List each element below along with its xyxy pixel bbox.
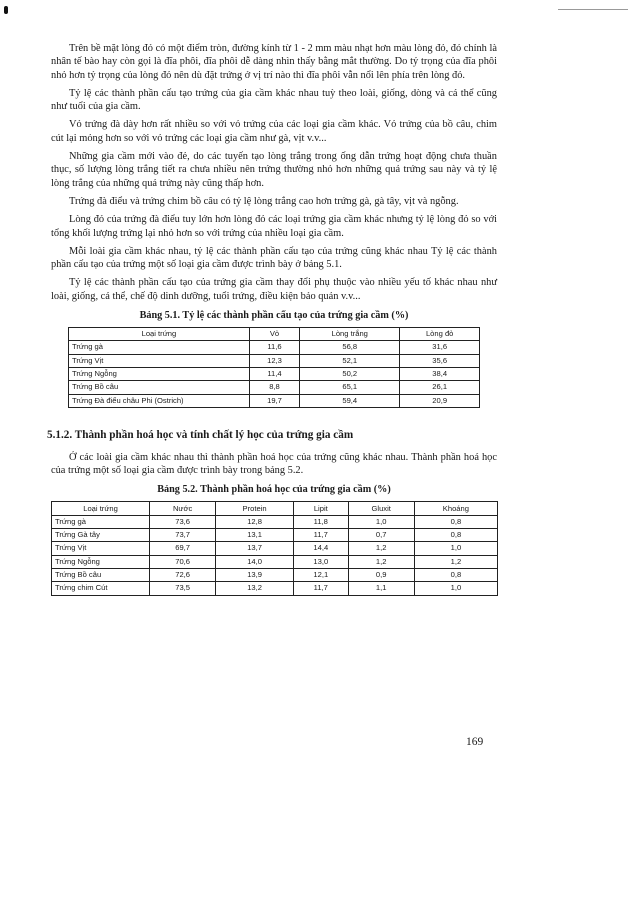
- table-cell: 0,8: [414, 568, 497, 581]
- table-cell: Trứng Vịt: [69, 354, 250, 367]
- paragraph: Lòng đỏ của trứng đà điểu tuy lớn hơn lòng đỏ các loại trứng gia cầm khác nhưng tỷ lệ lòng đỏ so với tổng khối lượng trứng lại nhỏ hơn so với trứng của nhiều loại gia cầm.: [51, 214, 497, 239]
- table-cell: 13,7: [216, 542, 294, 555]
- table-cell: 1,0: [414, 542, 497, 555]
- table-cell: 20,9: [400, 394, 480, 407]
- table-cell: 70,6: [150, 555, 216, 568]
- table-cell: Trứng Vịt: [52, 542, 150, 555]
- table-cell: 1,2: [348, 555, 414, 568]
- table-cell: 35,6: [400, 354, 480, 367]
- table-cell: 1,2: [414, 555, 497, 568]
- table-cell: 14,4: [294, 542, 349, 555]
- table-cell: 8,8: [249, 381, 299, 394]
- table-cell: 52,1: [300, 354, 400, 367]
- table-cell: 0,8: [414, 529, 497, 542]
- table-cell: 12,3: [249, 354, 299, 367]
- table-cell: 56,8: [300, 341, 400, 354]
- table-row: [69, 341, 480, 354]
- table-cell: 11,7: [294, 529, 349, 542]
- table-cell: 38,4: [400, 367, 480, 380]
- table1-caption: Bảng 5.1. Tỷ lệ các thành phần cấu tạo của trứng gia cầm (%): [139, 310, 409, 322]
- table-cell: Trứng Bồ câu: [52, 568, 150, 581]
- table-cell: Trứng gà: [69, 341, 250, 354]
- table-cell: Trứng gà: [52, 515, 150, 528]
- table-cell: 13,0: [294, 555, 349, 568]
- table-cell: 50,2: [300, 367, 400, 380]
- paragraph: Trứng đà điểu và trứng chim bồ câu có tỷ lệ lòng trắng cao hơn trứng gà, gà tây, vịt và ngỗng.: [69, 195, 459, 207]
- paragraph: Tỷ lệ các thành phần cấu tạo của trứng gia cầm thay đổi phụ thuộc vào nhiều yếu tố khác nhau như loài, giống, cá thể, chế độ dinh dưỡng, tuổi trứng, điều kiện bảo quản v.v...: [51, 277, 497, 302]
- table-cell: Trứng Ngỗng: [69, 367, 250, 380]
- table-cell: 14,0: [216, 555, 294, 568]
- page-content: [47, 42, 497, 596]
- table-header-row: [52, 502, 498, 515]
- table-cell: Trứng Ngỗng: [52, 555, 150, 568]
- table-row: [52, 568, 498, 581]
- col-header: Loại trứng: [52, 502, 150, 515]
- paragraph: Vỏ trứng đà dày hơn rất nhiều so với vỏ trứng của các loại gia cầm khác. Vỏ trứng của bồ câu, chim cút lại mỏng hơn so với vỏ trứng các loại gia cầm như gà, vịt v.v...: [51, 119, 497, 144]
- page-number: 169: [466, 736, 484, 748]
- table-row: [69, 354, 480, 367]
- table-cell: Trứng Đà điểu châu Phi (Ostrich): [69, 394, 250, 407]
- table-row: [52, 582, 498, 595]
- col-header: Nước: [150, 502, 216, 515]
- table-cell: 26,1: [400, 381, 480, 394]
- table-cell: 0,9: [348, 568, 414, 581]
- table-cell: 73,7: [150, 529, 216, 542]
- table-cell: 69,7: [150, 542, 216, 555]
- table-cell: 11,7: [294, 582, 349, 595]
- table-row: [69, 381, 480, 394]
- col-header: Lòng trắng: [300, 328, 400, 341]
- table-cell: 0,8: [414, 515, 497, 528]
- table-row: [52, 542, 498, 555]
- table-cell: 19,7: [249, 394, 299, 407]
- table-row: [69, 367, 480, 380]
- table-cell: 11,8: [294, 515, 349, 528]
- scan-line: [558, 9, 628, 10]
- table2-caption: Bảng 5.2. Thành phần hoá học của trứng gia cầm (%): [157, 484, 391, 496]
- intro-paragraphs: [51, 42, 497, 303]
- section-heading: 5.1.2. Thành phần hoá học và tính chất lý học của trứng gia cầm: [47, 428, 354, 441]
- table-cell: 1,1: [348, 582, 414, 595]
- table-cell: 12,1: [294, 568, 349, 581]
- table-row: [52, 529, 498, 542]
- table-header-row: [69, 328, 480, 341]
- col-header: Vỏ: [249, 328, 299, 341]
- table-cell: 0,7: [348, 529, 414, 542]
- table-cell: 1,2: [348, 542, 414, 555]
- table-cell: Trứng Gà tây: [52, 529, 150, 542]
- table-cell: 59,4: [300, 394, 400, 407]
- table-cell: 12,8: [216, 515, 294, 528]
- table-cell: Trứng chim Cút: [52, 582, 150, 595]
- table-row: [69, 394, 480, 407]
- paragraph: Những gia cầm mới vào đẻ, do các tuyến tạo lòng trắng trong ống dẫn trứng hoạt động chưa thuần thục, số lượng lòng trắng tiết ra chưa nhiều nên trứng thường nhỏ hơn những quả trứng sau này và tỷ lệ lòng trắng của những quả trứng này cũng thấp hơn.: [51, 151, 497, 189]
- table-egg-composition: [68, 327, 480, 408]
- paragraph: Mỗi loài gia cầm khác nhau, tỷ lệ các thành phần cấu tạo của trứng cũng khác nhau Tỷ lệ các thành phần cấu tạo của trứng một số loại gia cầm được trình bày ở bảng 5.1.: [51, 245, 497, 271]
- table-cell: 13,2: [216, 582, 294, 595]
- table-cell: 31,6: [400, 341, 480, 354]
- table-cell: 72,6: [150, 568, 216, 581]
- col-header: Loại trứng: [69, 328, 250, 341]
- table-cell: 73,6: [150, 515, 216, 528]
- table-row: [52, 555, 498, 568]
- scan-mark: [4, 6, 8, 14]
- table-cell: 73,5: [150, 582, 216, 595]
- paragraph: Ở các loài gia cầm khác nhau thì thành phần hoá học của trứng cũng khác nhau. Thành phần hoá học của trứng một số loại gia cầm được trình bày trong bảng 5.2.: [51, 451, 497, 477]
- col-header: Lòng đỏ: [400, 328, 480, 341]
- table-cell: 13,1: [216, 529, 294, 542]
- table-cell: 11,4: [249, 367, 299, 380]
- table-cell: 65,1: [300, 381, 400, 394]
- table-cell: 1,0: [348, 515, 414, 528]
- col-header: Protein: [216, 502, 294, 515]
- col-header: Khoáng: [414, 502, 497, 515]
- paragraph: Trên bề mặt lòng đỏ có một điểm tròn, đường kính từ 1 - 2 mm màu nhạt hơn màu lòng đỏ, đó chính là nhân tế bào hay còn gọi là đĩa phôi, đĩa phôi dễ dàng nhìn thấy bằng mắt thường. Do tỷ trọng của đĩa phôi nhỏ hơn tỷ trọng của lòng đỏ nên dù đặt trứng ở vị trí nào thì đĩa phôi vẫn nổi lên phía trên lòng đỏ.: [51, 43, 497, 81]
- table-cell: Trứng Bồ câu: [69, 381, 250, 394]
- table-egg-chemistry: [51, 501, 498, 595]
- table-cell: 11,6: [249, 341, 299, 354]
- paragraph: Tỷ lệ các thành phần cấu tạo trứng của gia cầm khác nhau tuỳ theo loài, giống, dòng và cá thể cũng như tuổi của gia cầm.: [51, 87, 497, 113]
- col-header: Gluxit: [348, 502, 414, 515]
- col-header: Lipit: [294, 502, 349, 515]
- table-cell: 13,9: [216, 568, 294, 581]
- table-cell: 1,0: [414, 582, 497, 595]
- table-row: [52, 515, 498, 528]
